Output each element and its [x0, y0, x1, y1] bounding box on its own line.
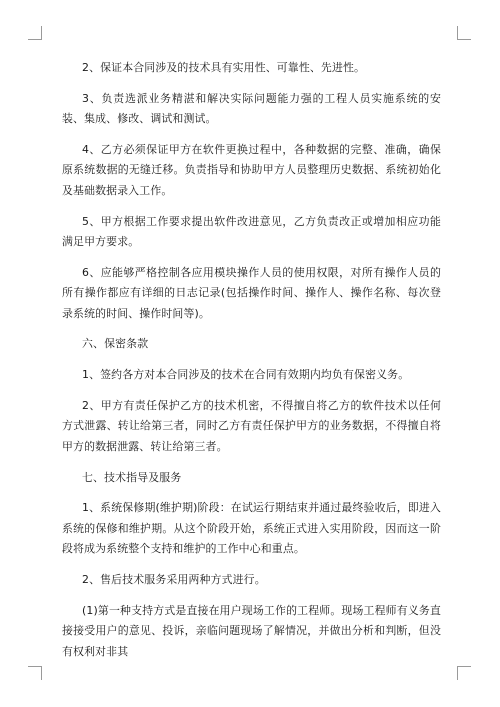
paragraph-service-2-1: (1)第一种支持方式是直接在用户现场工作的工程师。现场工程师有义务直接接受用户的意见、投诉，亲临问题现场了解情况，并做出分析和判断，但没有权利对非其	[62, 603, 441, 658]
section-heading-confidentiality: 六、保密条款	[82, 337, 149, 351]
paragraph-service-2: 2、售后技术服务采用两种方式进行。	[82, 572, 266, 586]
paragraph-clause-4: 4、乙方必须保证甲方在软件更换过程中，各种数据的完整、准确，确保原系统数据的无缝迁移。负责指导和协助甲方人员整理历史数据、系统初始化及基础数据录入工作。	[62, 142, 441, 197]
paragraph-confidentiality-1: 1、签约各方对本合同涉及的技术在合同有效期内均负有保密义务。	[82, 368, 410, 382]
document-body	[62, 58, 441, 662]
paragraph-confidentiality-2: 2、甲方有责任保护乙方的技术机密，不得擅自将乙方的软件技术以任何方式泄露、转让给第三者，同时乙方有责任保护甲方的业务数据，不得擅自将甲方的数据泄露、转让给第三者。	[62, 398, 441, 453]
section-heading-technical-service: 七、技术指导及服务	[82, 470, 182, 484]
crop-mark-bottom-left	[28, 666, 42, 680]
paragraph-clause-3: 3、负责选派业务精湛和解决实际问题能力强的工程人员实施系统的安装、集成、修改、调试和测试。	[62, 91, 441, 126]
paragraph-clause-2: 2、保证本合同涉及的技术具有实用性、可靠性、先进性。	[82, 61, 366, 74]
paragraph-clause-5: 5、甲方根据工作要求提出软件改进意见，乙方负责改正或增加相应功能满足甲方要求。	[62, 214, 441, 249]
crop-mark-bottom-right	[457, 666, 471, 680]
paragraph-clause-6: 6、应能够严格控制各应用模块操作人员的使用权限，对所有操作人员的所有操作都应有详细的日志记录(包括操作时间、操作人、操作名称、每次登录系统的时间、操作时间等)。	[62, 265, 441, 320]
crop-mark-top-right	[457, 26, 471, 40]
paragraph-service-1: 1、系统保修期(维护期)阶段：在试运行期结束并通过最终验收后，即进入系统的保修和维护期。从这个阶段开始，系统正式进入实用阶段，因而这一阶段将成为系统整个支持和维护的工作中心和重点。	[62, 501, 441, 556]
crop-mark-top-left	[28, 26, 42, 40]
